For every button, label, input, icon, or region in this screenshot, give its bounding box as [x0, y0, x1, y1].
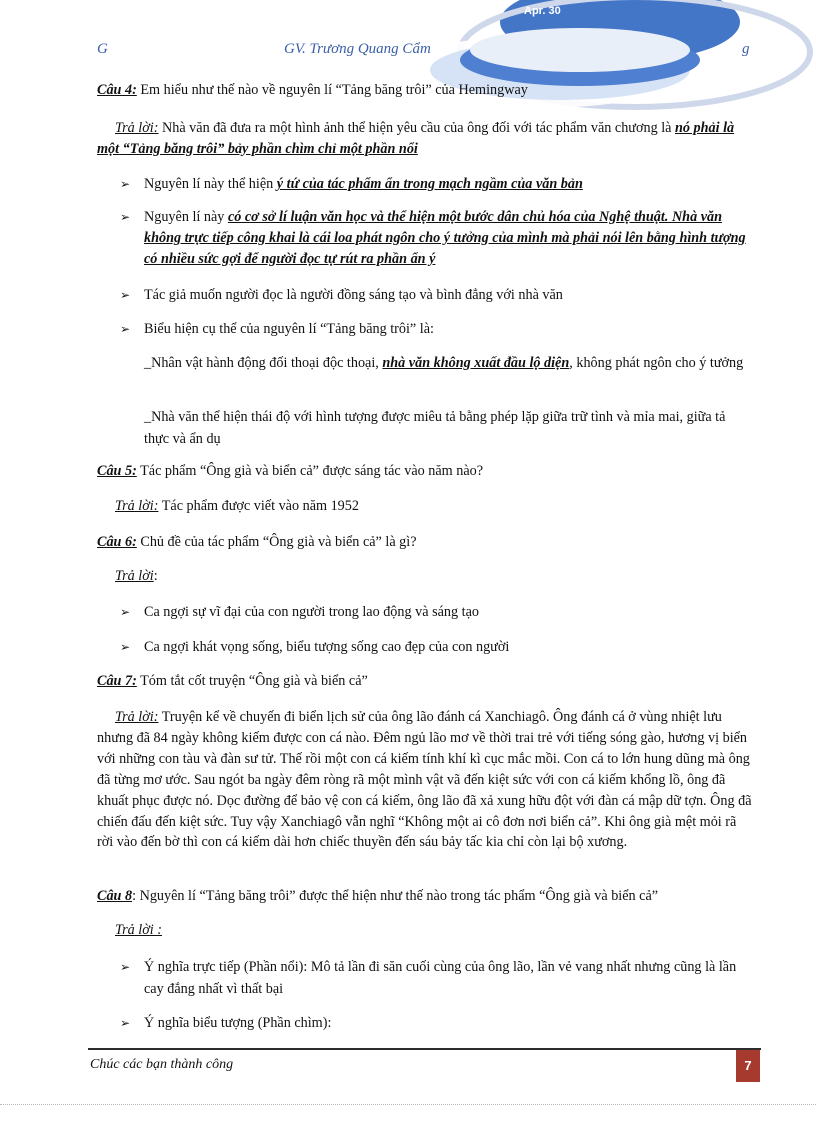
arrow-bullet-icon: ➢: [120, 640, 131, 654]
question-6-label: Câu 6:: [97, 534, 137, 550]
arrow-bullet-icon: ➢: [120, 322, 131, 336]
q4-sub-2: _Nhà văn thể hiện thái độ với hình tượng được miêu tả bằng phép lặp giữa trữ tình và mỉa mai, giữa tả thực và ẩn dụ: [144, 409, 726, 447]
question-4: [97, 82, 528, 99]
question-6-text: Chủ đề của tác phẩm “Ông già và biển cả” là gì?: [136, 534, 417, 550]
q4-bullet-2: [120, 207, 752, 270]
question-5-label: Câu 5:: [97, 463, 137, 479]
question-5-text: Tác phẩm “Ông già và biển cả” được sáng tác vào năm nào?: [136, 463, 484, 479]
question-8: [97, 888, 658, 905]
q8-bullet-1-text: Ý nghĩa trực tiếp (Phần nổi): Mô tả lần đi săn cuối cùng của ông lão, lần vẻ vang nhất nhưng cũng là lần cay đắng nhất vì thất bại: [144, 959, 737, 997]
q6-bullet-1-text: Ca ngợi sự vĩ đại của con người trong lao động và sáng tạo: [144, 604, 479, 620]
question-7-text: Tóm tắt cốt truyện “Ông già và biển cả”: [136, 673, 368, 689]
header-author: GV. Trương Quang Cẩm: [284, 41, 431, 57]
question-7-label: Câu 7:: [97, 673, 137, 689]
answer-8: [115, 922, 162, 939]
page-number: 7: [736, 1050, 760, 1082]
question-4-text: Em hiểu như thế nào về nguyên lí “Tảng băng trôi” của Hemingway: [136, 82, 528, 98]
question-6: [97, 534, 417, 551]
date-badge: Apr. 30: [524, 5, 561, 17]
q4-bullet-1-text: Nguyên lí này thể hiện: [144, 176, 277, 192]
q4-bullet-3-text: Tác giả muốn người đọc là người đồng sáng tạo và bình đẳng với nhà văn: [144, 287, 563, 303]
answer-4: [97, 118, 752, 159]
answer-6-colon: :: [153, 568, 158, 584]
arrow-bullet-icon: ➢: [120, 960, 131, 974]
q4-sub-1-emph: nhà văn không xuất đầu lộ diện: [382, 355, 570, 371]
footer-text: Chúc các bạn thành công: [90, 1057, 234, 1072]
question-7: [97, 673, 368, 690]
answer-4-text: Nhà văn đã đưa ra một hình ảnh thể hiện yêu cầu của ông đối với tác phẩm văn chương là: [158, 120, 675, 136]
q4-bullet-3: [120, 284, 752, 306]
arrow-bullet-icon: ➢: [120, 1016, 131, 1030]
question-4-label: Câu 4:: [97, 82, 137, 98]
footer-divider: [88, 1048, 761, 1050]
q8-bullet-2-text: Ý nghĩa biểu tượng (Phần chìm):: [144, 1015, 332, 1031]
q6-bullet-1: [120, 601, 752, 623]
question-5: [97, 463, 483, 480]
question-8-label: Câu 8: [97, 888, 133, 904]
answer-8-label: Trả lời :: [115, 922, 162, 938]
answer-5-label: Trả lời:: [115, 498, 159, 514]
header-left: G: [97, 41, 108, 57]
answer-5: [115, 498, 359, 515]
q4-sub-1-text: _Nhân vật hành động đối thoại độc thoại,: [144, 355, 383, 371]
answer-7: [97, 707, 752, 853]
answer-7-label: Trả lời:: [115, 709, 159, 725]
question-8-text: : Nguyên lí “Tảng băng trôi” được thể hiện như thế nào trong tác phẩm “Ông già và biển cả”: [132, 888, 659, 904]
answer-4-label: Trả lời:: [115, 120, 159, 136]
q4-bullet-4-text: Biểu hiện cụ thể của nguyên lí “Tảng băng trôi” là:: [144, 321, 434, 337]
header-right: g: [742, 41, 750, 57]
q6-bullet-2-text: Ca ngợi khát vọng sống, biểu tượng sống cao đẹp của con người: [144, 639, 510, 655]
q8-bullet-1: [120, 956, 752, 1000]
q4-sub-1-tail: , không phát ngôn cho ý tưởng: [569, 355, 744, 371]
q4-bullet-2-text: Nguyên lí này: [144, 209, 228, 225]
q4-bullet-1: [120, 173, 752, 195]
q4-bullet-4: [120, 318, 752, 340]
q4-sub-1: [144, 352, 752, 374]
answer-6: [115, 568, 158, 585]
arrow-bullet-icon: ➢: [120, 177, 131, 191]
arrow-bullet-icon: ➢: [120, 605, 131, 619]
arrow-bullet-icon: ➢: [120, 210, 131, 224]
arrow-bullet-icon: ➢: [120, 288, 131, 302]
page-bottom-border: [0, 1104, 816, 1105]
q6-bullet-2: [120, 636, 752, 658]
answer-5-text: Tác phẩm được viết vào năm 1952: [158, 498, 359, 514]
q8-bullet-2: [120, 1012, 752, 1034]
answer-7-text: Truyện kể về chuyến đi biển lịch sử của ông lão đánh cá Xanchiagô. Ông đánh cá ở vùng nhiệt lưu nhưng đã 84 ngày không kiếm được con cá nào. Đêm ngủ lão mơ về thời trai trẻ với tiếng sóng gào, hương vị biển với những con tàu và đàn sư tử. Thế rồi một con cá kiếm tính khí kì cục mắc mồi. Con cá to lớn hung dũng mà ông đã từng mơ ước. Sau ngót ba ngày đêm ròng rã một mình vật vã đến kiệt sức với con cá kiếm khổng lồ, ông đã khuất phục được nó. Dọc đường để bảo vệ con cá kiếm, ông lão đã xả xung hữu đột với đàn cá mập dữ tợn. Ông đã chiến đấu đến kiệt sức. Tuy vậy Xanchiagô vẫn nghĩ “Không một ai cô đơn nơi biển cả”. Khi ông già mệt mỏi rã rời vào đến bờ thì con cá kiếm dài hơn chiếc thuyền đến sáu bảy tấc kia chỉ còn lại bộ xương.: [97, 709, 752, 851]
q4-bullet-2-emph: có cơ sở lí luận văn học và thể hiện một bước dân chủ hóa của Nghệ thuật. Nhà văn không trực tiếp công khai là cái loa phát ngôn cho ý tưởng của mình mà phải nói lên bằng hình tượng có nhiều sức gợi để người đọc tự rút ra phần ẩn ý: [144, 209, 746, 267]
answer-6-label: Trả lời: [115, 568, 154, 584]
q4-bullet-1-emph: ý tứ của tác phẩm ẩn trong mạch ngầm của văn bản: [276, 176, 583, 192]
answer-4-emph: nó phải là một “Tảng băng trôi” bảy phần chìm chỉ một phần nổi: [97, 120, 735, 157]
